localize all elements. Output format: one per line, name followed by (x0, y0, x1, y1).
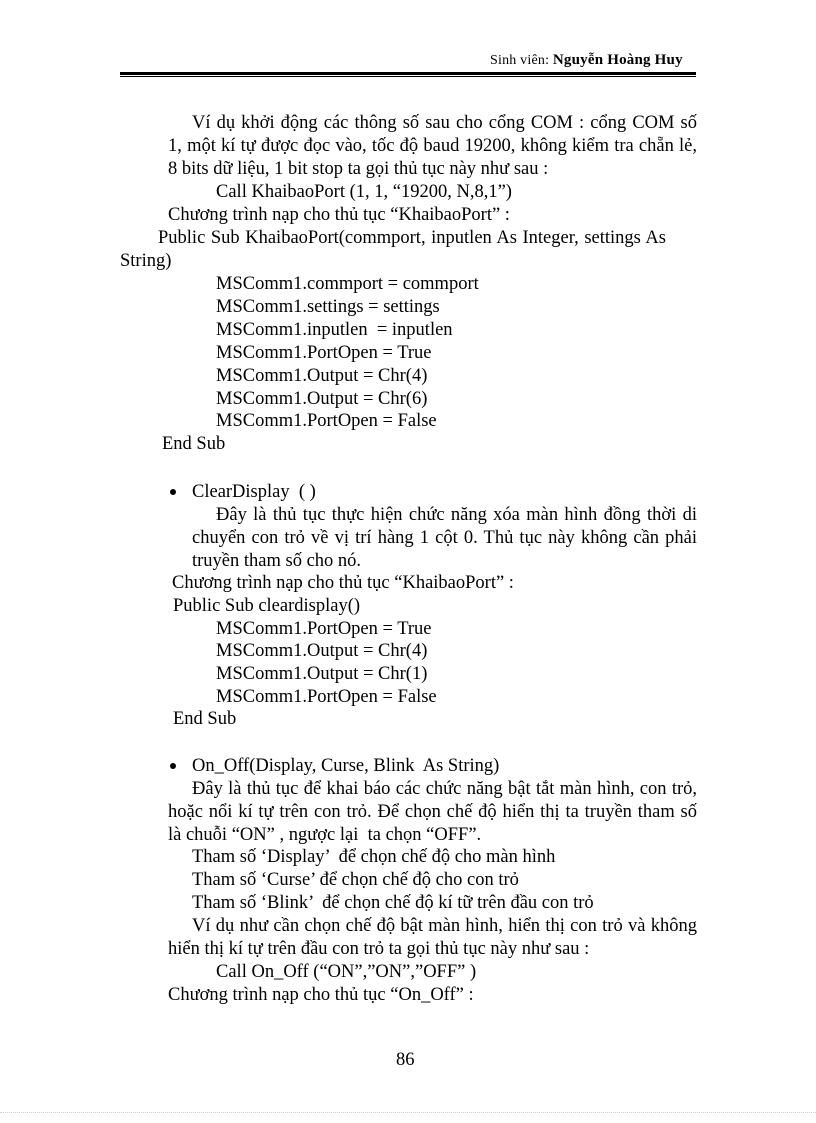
paragraph-line: Đây là thủ tục thực hiện chức năng xóa màn hình đồng thời di (216, 505, 697, 525)
paragraph-line: Chương trình nạp cho thủ tục “On_Off” : (168, 985, 474, 1005)
paragraph-line: Chương trình nạp cho thủ tục “KhaibaoPort” : (168, 205, 510, 225)
paragraph-line: 8 bits dữ liệu, 1 bit stop ta gọi thủ tục này như sau : (168, 159, 549, 179)
paragraph-line: chuyển con trỏ về vị trí hàng 1 cột 0. Thủ tục này không cần phải (192, 528, 697, 548)
paragraph-line: truyền tham số cho nó. (192, 551, 362, 571)
code-line: MSComm1.settings = settings (216, 297, 440, 317)
code-line: Call KhaibaoPort (1, 1, “19200, N,8,1”) (216, 182, 512, 202)
paragraph-line: Tham số ‘Blink’ để chọn chế độ kí tữ trên đầu con trỏ (192, 893, 594, 913)
paragraph-line: Ví dụ như cần chọn chế độ bật màn hình, hiển thị con trỏ và không (192, 916, 697, 936)
paragraph-line: Đây là thủ tục để khai báo các chức năng bật tắt màn hình, con trỏ, (192, 779, 697, 799)
code-line: MSComm1.Output = Chr(4) (216, 641, 428, 661)
code-line: MSComm1.PortOpen = True (216, 343, 432, 363)
header-label: Sinh viên: (490, 53, 550, 68)
code-line: MSComm1.commport = commport (216, 274, 479, 294)
code-line: MSComm1.PortOpen = False (216, 411, 437, 431)
header-rule-thin (120, 76, 696, 77)
code-line: String) (120, 251, 172, 271)
page-header (490, 52, 683, 69)
bullet-icon (170, 763, 176, 769)
header-rule (120, 72, 696, 75)
code-line: MSComm1.Output = Chr(6) (216, 389, 428, 409)
bullet-icon (170, 489, 176, 495)
paragraph-line: hoặc nổi kí tự trên con trỏ. Để chọn chế độ hiển thị ta truyền tham số (168, 802, 697, 822)
paragraph-line: Chương trình nạp cho thủ tục “KhaibaoPort” : (172, 573, 514, 593)
paragraph-line: 1, một kí tự được đọc vào, tốc độ baud 19200, không kiểm tra chẵn lẻ, (168, 136, 697, 156)
code-line: End Sub (173, 709, 237, 729)
paragraph-line: Tham số ‘Display’ để chọn chế độ cho màn hình (192, 847, 556, 867)
paragraph-line: hiển thị kí tự trên đầu con trỏ ta gọi thủ tục này như sau : (168, 939, 590, 959)
code-line: MSComm1.PortOpen = False (216, 687, 437, 707)
author-name: Nguyễn Hoàng Huy (552, 52, 683, 68)
code-line: MSComm1.inputlen = inputlen (216, 320, 453, 340)
paragraph-line: Tham số ‘Curse’ để chọn chế độ cho con trỏ (192, 870, 519, 890)
bullet-title: On_Off(Display, Curse, Blink As String) (192, 756, 500, 776)
code-line: MSComm1.Output = Chr(1) (216, 664, 428, 684)
paragraph-line: là chuỗi “ON” , ngược lại ta chọn “OFF”. (168, 825, 482, 845)
paragraph-line: Ví dụ khởi động các thông số sau cho cổng COM : cổng COM số (192, 113, 697, 133)
bullet-title: ClearDisplay ( ) (192, 482, 316, 502)
code-line: End Sub (162, 434, 226, 454)
code-line: Public Sub KhaibaoPort(commport, inputlen As Integer, settings As (158, 228, 666, 248)
code-line: MSComm1.PortOpen = True (216, 619, 432, 639)
page-number: 86 (396, 1050, 415, 1070)
code-line: Public Sub cleardisplay() (173, 596, 361, 616)
code-line: MSComm1.Output = Chr(4) (216, 366, 428, 386)
bottom-dotted-border (0, 1112, 816, 1113)
code-line: Call On_Off (“ON”,”ON”,”OFF” ) (216, 962, 477, 982)
